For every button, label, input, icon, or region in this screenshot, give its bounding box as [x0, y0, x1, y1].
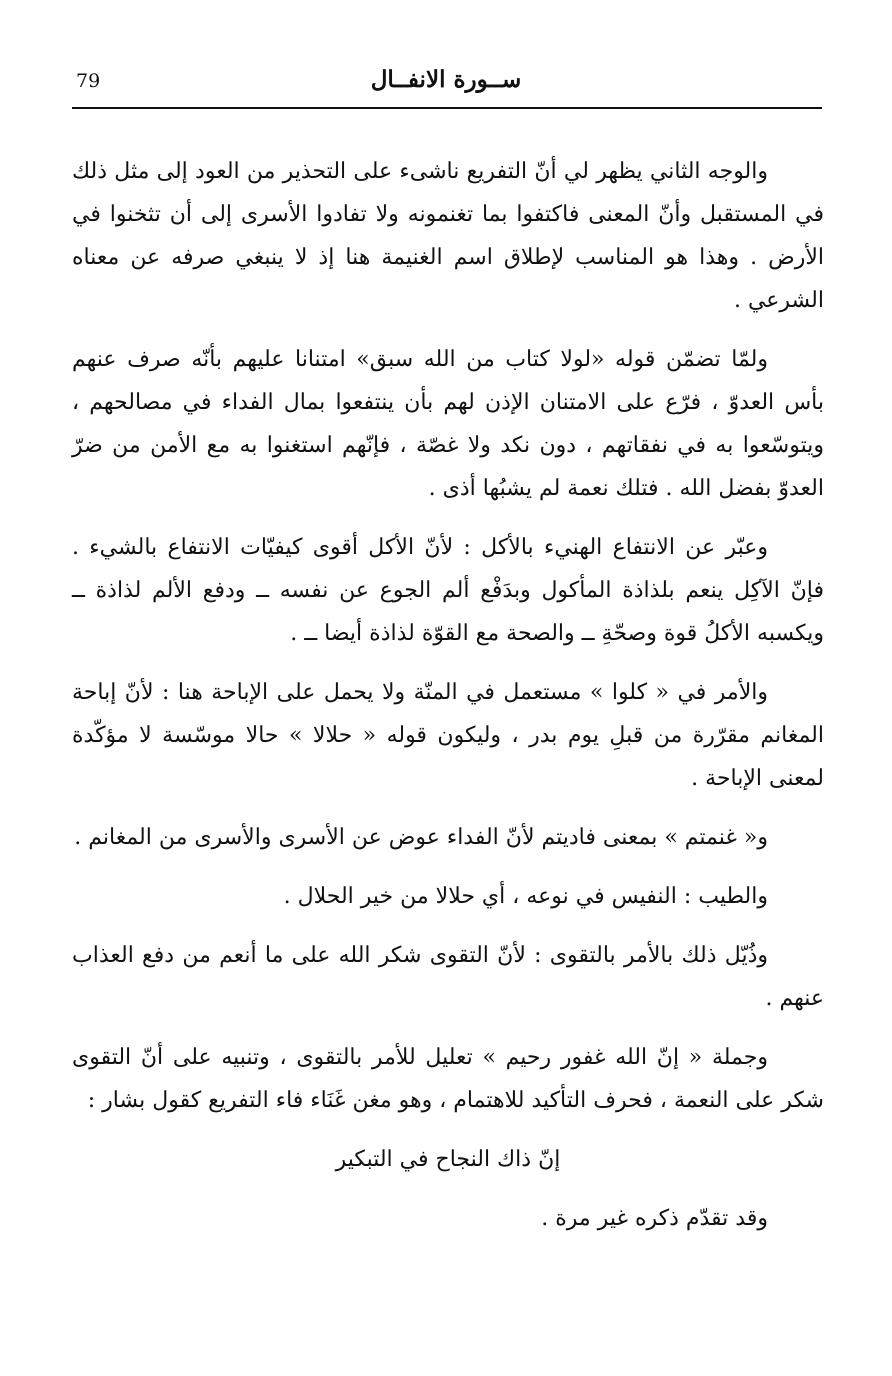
- page-body: [72, 150, 824, 1256]
- closing-line: وقد تقدّم ذكره غير مرة .: [541, 1206, 768, 1231]
- header-rule: [72, 107, 822, 109]
- paragraph: وعبّر عن الانتفاع الهنيء بالأكل : لأنّ الأكل أقوى كيفيّات الانتفاع بالشيء . فإنّ الآكِل ينعم بلذاذة المأكول وبدَفْع ألم الجوع عن نفسه ــ ودفع الألم لذاذة ــ ويكسبه الأكلُ قوة وصحّةِ ــ والصحة مع القوّة لذاذة أيضا ــ .: [72, 535, 824, 646]
- paragraph: ولمّا تضمّن قوله «لولا كتاب من الله سبق» امتنانا عليهم بأنّه صرف عنهم بأس العدوّ ، فرّع على الامتنان الإذن لهم بأن ينتفعوا بمال الفداء في مصالحهم ، ويتوسّعوا به في نفقاتهم ، دون نكد ولا غصّة ، فإنّهم استغنوا به مع الأمن من ضرّ العدوّ بفضل الله . فتلك نعمة لم يشبُها أذى .: [72, 347, 824, 501]
- paragraph: والوجه الثاني يظهر لي أنّ التفريع ناشىء على التحذير من العود إلى مثل ذلك في المستقبل وأنّ المعنى فاكتفوا بما تغنمونه ولا تفادوا الأسرى إلى أن تثخنوا في الأرض . وهذا هو المناسب لإطلاق اسم الغنيمة هنا إذ لا ينبغي صرفه عن معناه الشرعي .: [72, 159, 824, 313]
- paragraph: والطيب : النفيس في نوعه ، أي حلالا من خير الحلال .: [283, 884, 768, 909]
- paragraph: و« غنمتم » بمعنى فاديتم لأنّ الفداء عوض عن الأسرى والأسرى من المغانم .: [74, 825, 768, 850]
- page-header: [70, 66, 822, 106]
- poetry-verse: إنّ ذاك النجاح في التبكير: [335, 1147, 561, 1172]
- paragraph: وذُيّل ذلك بالأمر بالتقوى : لأنّ التقوى شكر الله على ما أنعم من دفع العذاب عنهم .: [72, 943, 824, 1011]
- paragraph: والأمر في « كلوا » مستعمل في المنّة ولا يحمل على الإباحة هنا : لأنّ إباحة المغانم مقرّرة من قبلِ يوم بدر ، وليكون قوله « حلالا » حالا موسّسة لا مؤكّدة لمعنى الإباحة .: [72, 680, 824, 791]
- surah-title: ســورة الانفــال: [370, 66, 522, 93]
- page-number: 79: [76, 70, 101, 92]
- paragraph: وجملة « إنّ الله غفور رحيم » تعليل للأمر بالتقوى ، وتنبيه على أنّ التقوى شكر على النعمة ، فحرف التأكيد للاهتمام ، وهو مغن غَنَاء فاء التفريع كقول بشار :: [72, 1045, 824, 1113]
